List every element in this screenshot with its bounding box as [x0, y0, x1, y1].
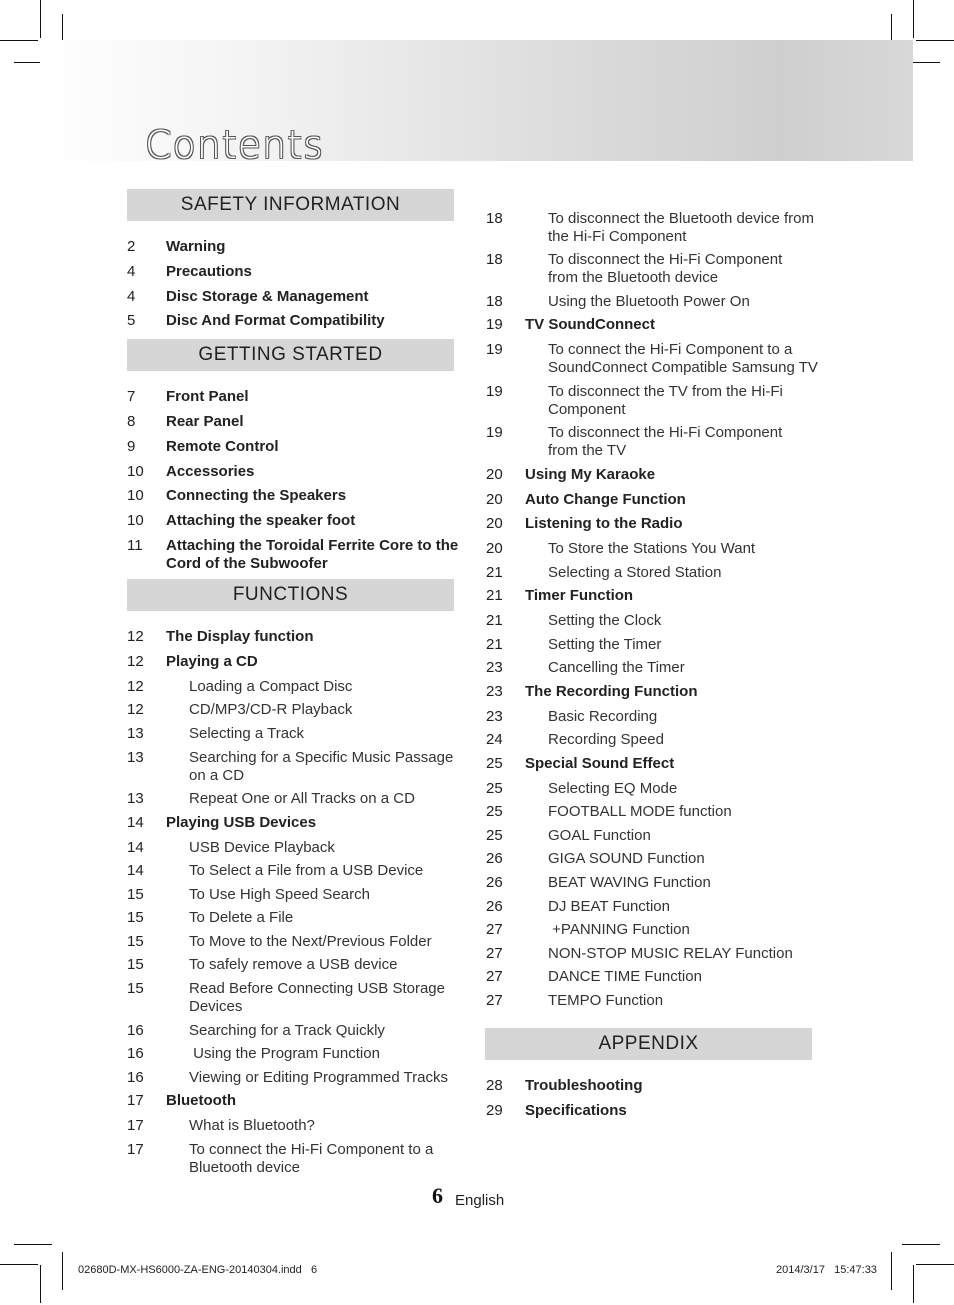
toc-page-number: 21	[486, 564, 503, 581]
toc-page-number: 27	[486, 921, 503, 938]
toc-page-number: 15	[127, 980, 144, 997]
toc-entry-title: Basic Recording	[548, 708, 658, 725]
toc-entry[interactable]	[486, 316, 826, 336]
toc-entry[interactable]	[127, 1117, 467, 1137]
toc-entry-title: Searching for a Track Quickly	[189, 1022, 385, 1039]
toc-entry-title: BEAT WAVING Function	[548, 874, 711, 891]
toc-entry-title: To disconnect the Bluetooth device from	[548, 210, 814, 227]
toc-entry-title: Troubleshooting	[525, 1077, 643, 1094]
toc-entry[interactable]	[127, 678, 467, 698]
toc-entry[interactable]	[127, 463, 467, 483]
toc-entry[interactable]	[127, 814, 467, 834]
toc-entry[interactable]	[127, 653, 467, 673]
toc-entry[interactable]	[127, 312, 467, 332]
toc-entry-title: Searching for a Specific Music Passage	[189, 749, 454, 766]
toc-page-number: 18	[486, 293, 503, 310]
toc-entry[interactable]	[127, 512, 467, 532]
toc-entry[interactable]	[486, 850, 826, 870]
toc-page-number: 19	[486, 341, 503, 358]
toc-entry[interactable]	[127, 862, 467, 882]
toc-page-number: 23	[486, 659, 503, 676]
toc-page-number: 26	[486, 874, 503, 891]
toc-page-number: 19	[486, 383, 503, 400]
toc-page-number: 13	[127, 749, 144, 766]
toc-entry-title: To safely remove a USB device	[189, 956, 398, 973]
toc-entry[interactable]	[486, 992, 826, 1012]
toc-entry-title: TV SoundConnect	[525, 316, 655, 333]
page-language: English	[455, 1192, 505, 1209]
toc-entry[interactable]	[486, 491, 826, 511]
toc-entry[interactable]	[486, 731, 826, 751]
toc-page-number: 23	[486, 683, 503, 700]
toc-entry[interactable]	[486, 755, 826, 775]
toc-entry-title: To Use High Speed Search	[189, 886, 370, 903]
print-file-info: 02680D-MX-HS6000-ZA-ENG-20140304.indd 6	[78, 1264, 318, 1276]
toc-entry[interactable]	[127, 1092, 467, 1112]
toc-entry-title: The Display function	[166, 628, 314, 645]
toc-page-number: 19	[486, 424, 503, 441]
toc-page-number: 14	[127, 814, 144, 831]
toc-entry[interactable]	[127, 487, 467, 507]
toc-entry[interactable]	[127, 886, 467, 906]
toc-page-number: 7	[127, 388, 136, 405]
toc-entry-title: FOOTBALL MODE function	[548, 803, 732, 820]
toc-entry-title: Front Panel	[166, 388, 249, 405]
toc-page-number: 25	[486, 755, 503, 772]
toc-entry-title: Special Sound Effect	[525, 755, 675, 772]
toc-entry[interactable]	[486, 945, 826, 965]
crop-mark	[902, 1244, 940, 1245]
toc-entry[interactable]	[127, 933, 467, 953]
toc-entry[interactable]	[486, 341, 826, 379]
toc-entry-title: GOAL Function	[548, 827, 651, 844]
toc-page-number: 16	[127, 1045, 144, 1062]
toc-entry-title: Selecting a Track	[189, 725, 305, 742]
toc-page-number: 26	[486, 850, 503, 867]
toc-entry-title-continued: from the TV	[548, 442, 627, 459]
toc-entry[interactable]	[127, 263, 467, 283]
toc-page-number: 8	[127, 413, 136, 430]
toc-entry[interactable]	[127, 1022, 467, 1042]
toc-entry[interactable]	[127, 956, 467, 976]
toc-page-number: 20	[486, 540, 503, 557]
toc-entry[interactable]	[486, 968, 826, 988]
toc-entry[interactable]	[127, 980, 467, 1018]
crop-mark	[14, 1244, 52, 1245]
toc-entry-title: Connecting the Speakers	[166, 487, 347, 504]
toc-page-number: 21	[486, 587, 503, 604]
toc-entry[interactable]	[127, 1069, 467, 1089]
toc-entry-title: Disc Storage & Management	[166, 288, 369, 305]
toc-page-number: 24	[486, 731, 503, 748]
toc-page-number: 10	[127, 463, 144, 480]
toc-entry[interactable]	[486, 424, 826, 462]
toc-entry-title: Recording Speed	[548, 731, 664, 748]
toc-entry[interactable]	[127, 790, 467, 810]
toc-entry-title: Remote Control	[166, 438, 279, 455]
toc-page-number: 20	[486, 466, 503, 483]
toc-entry[interactable]	[127, 725, 467, 745]
toc-entry-title: To Move to the Next/Previous Folder	[189, 933, 432, 950]
toc-entry[interactable]	[486, 921, 826, 941]
toc-entry-title: To connect the Hi-Fi Component to a	[548, 341, 793, 358]
toc-page-number: 10	[127, 487, 144, 504]
toc-entry-title-continued: Devices	[189, 998, 243, 1015]
toc-page-number: 18	[486, 210, 503, 227]
toc-entry-title: Specifications	[525, 1102, 627, 1119]
toc-page-number: 16	[127, 1069, 144, 1086]
toc-entry[interactable]	[486, 383, 826, 421]
toc-entry-title: To Store the Stations You Want	[548, 540, 756, 557]
toc-entry[interactable]	[127, 628, 467, 648]
toc-entry-title: +PANNING Function	[548, 921, 690, 938]
toc-entry[interactable]	[486, 1102, 826, 1122]
toc-entry-title: TEMPO Function	[548, 992, 664, 1009]
crop-mark	[913, 1265, 914, 1303]
toc-entry-title: To Select a File from a USB Device	[189, 862, 424, 879]
toc-page-number: 14	[127, 839, 144, 856]
toc-entry-title: Read Before Connecting USB Storage	[189, 980, 445, 997]
toc-entry[interactable]	[486, 708, 826, 728]
toc-page-number: 4	[127, 263, 136, 280]
toc-entry[interactable]	[486, 251, 826, 289]
toc-entry-title: Repeat One or All Tracks on a CD	[189, 790, 415, 807]
toc-page-number: 27	[486, 992, 503, 1009]
toc-entry[interactable]	[486, 466, 826, 486]
toc-entry[interactable]	[127, 413, 467, 433]
toc-entry[interactable]	[486, 683, 826, 703]
toc-entry[interactable]	[486, 540, 826, 560]
toc-page-number: 18	[486, 251, 503, 268]
toc-page-number: 19	[486, 316, 503, 333]
toc-entry[interactable]	[486, 210, 826, 248]
toc-entry[interactable]	[486, 564, 826, 584]
toc-entry-title: GIGA SOUND Function	[548, 850, 705, 867]
toc-page-number: 26	[486, 898, 503, 915]
toc-page-number: 14	[127, 862, 144, 879]
toc-entry-title: Playing a CD	[166, 653, 258, 670]
toc-entry[interactable]	[486, 898, 826, 918]
toc-page-number: 17	[127, 1092, 144, 1109]
toc-entry[interactable]	[486, 874, 826, 894]
toc-entry[interactable]	[127, 749, 467, 787]
toc-entry[interactable]	[127, 1045, 467, 1065]
page-number: 6	[432, 1183, 443, 1208]
toc-entry-title: The Recording Function	[525, 683, 698, 700]
toc-entry[interactable]	[486, 587, 826, 607]
toc-entry[interactable]	[486, 827, 826, 847]
toc-entry-title: Loading a Compact Disc	[189, 678, 353, 695]
toc-entry-title-continued: from the Bluetooth device	[548, 269, 719, 286]
toc-entry[interactable]	[127, 839, 467, 859]
toc-page-number: 12	[127, 653, 144, 670]
toc-page-number: 10	[127, 512, 144, 529]
crop-mark	[40, 0, 41, 38]
toc-entry-title: Selecting a Stored Station	[548, 564, 722, 581]
toc-page-number: 25	[486, 780, 503, 797]
toc-page-number: 15	[127, 956, 144, 973]
toc-entry[interactable]	[486, 803, 826, 823]
toc-entry-title: Using My Karaoke	[525, 466, 656, 483]
toc-entry[interactable]	[486, 636, 826, 656]
toc-page-number: 4	[127, 288, 136, 305]
toc-page-number: 21	[486, 636, 503, 653]
toc-entry[interactable]	[127, 1141, 467, 1179]
toc-entry[interactable]	[486, 1077, 826, 1097]
toc-entry[interactable]	[486, 293, 826, 313]
toc-entry[interactable]	[127, 909, 467, 929]
toc-page-number: 27	[486, 968, 503, 985]
toc-entry[interactable]	[127, 537, 467, 575]
toc-entry-title: Using the Program Function	[189, 1045, 380, 1062]
toc-page-number: 23	[486, 708, 503, 725]
crop-mark	[916, 40, 954, 41]
toc-entry-title: Auto Change Function	[525, 491, 686, 508]
toc-entry-title-continued: Cord of the Subwoofer	[166, 555, 328, 572]
toc-page-number: 17	[127, 1141, 144, 1158]
toc-entry-title: To disconnect the Hi-Fi Component	[548, 251, 783, 268]
crop-mark	[913, 0, 914, 38]
toc-entry-title: Cancelling the Timer	[548, 659, 685, 676]
toc-page-number: 15	[127, 909, 144, 926]
crop-mark	[891, 1252, 892, 1290]
section-header-functions: FUNCTIONS	[127, 579, 454, 611]
toc-entry-title: USB Device Playback	[189, 839, 335, 856]
toc-entry[interactable]	[486, 612, 826, 632]
toc-entry-title: Disc And Format Compatibility	[166, 312, 385, 329]
toc-entry-title: Selecting EQ Mode	[548, 780, 678, 797]
toc-entry-title: Playing USB Devices	[166, 814, 317, 831]
toc-page-number: 12	[127, 701, 144, 718]
page-title: Contents	[145, 123, 324, 167]
section-header-getting-started: GETTING STARTED	[127, 339, 454, 371]
toc-entry-title-continued: on a CD	[189, 767, 245, 784]
toc-entry-title: Setting the Clock	[548, 612, 662, 629]
toc-entry-title-continued: SoundConnect Compatible Samsung TV	[548, 359, 818, 376]
toc-entry-title: To disconnect the Hi-Fi Component	[548, 424, 783, 441]
toc-entry-title: What is Bluetooth?	[189, 1117, 315, 1134]
toc-page-number: 11	[127, 537, 143, 554]
crop-mark	[0, 40, 38, 41]
toc-entry[interactable]	[486, 659, 826, 679]
toc-entry-title: Attaching the speaker foot	[166, 512, 356, 529]
crop-mark	[916, 1264, 954, 1265]
section-header-appendix: APPENDIX	[485, 1028, 812, 1060]
toc-page-number: 25	[486, 803, 503, 820]
section-header-safety: SAFETY INFORMATION	[127, 189, 454, 221]
toc-entry[interactable]	[127, 288, 467, 308]
toc-entry-title: Listening to the Radio	[525, 515, 683, 532]
toc-entry[interactable]	[127, 701, 467, 721]
toc-entry-title: CD/MP3/CD-R Playback	[189, 701, 353, 718]
toc-entry-title: To connect the Hi-Fi Component to a	[189, 1141, 434, 1158]
crop-mark	[0, 1264, 38, 1265]
toc-page-number: 9	[127, 438, 136, 455]
toc-page-number: 13	[127, 790, 144, 807]
toc-page-number: 15	[127, 886, 144, 903]
toc-entry-title: Warning	[166, 238, 226, 255]
toc-page-number: 29	[486, 1102, 503, 1119]
toc-entry[interactable]	[127, 388, 467, 408]
toc-entry-title: NON-STOP MUSIC RELAY Function	[548, 945, 793, 962]
toc-entry-title: To Delete a File	[189, 909, 294, 926]
toc-page-number: 20	[486, 515, 503, 532]
toc-entry-title: Attaching the Toroidal Ferrite Core to the	[166, 537, 459, 554]
toc-page-number: 17	[127, 1117, 144, 1134]
toc-page-number: 12	[127, 628, 144, 645]
toc-entry-title: Timer Function	[525, 587, 634, 604]
toc-page-number: 20	[486, 491, 503, 508]
toc-page-number: 12	[127, 678, 144, 695]
toc-entry[interactable]	[486, 515, 826, 535]
crop-mark	[62, 1252, 63, 1290]
toc-page-number: 27	[486, 945, 503, 962]
toc-page-number: 16	[127, 1022, 144, 1039]
toc-entry[interactable]	[127, 438, 467, 458]
toc-entry-title: DANCE TIME Function	[548, 968, 702, 985]
toc-entry-title: Using the Bluetooth Power On	[548, 293, 750, 310]
toc-page-number: 5	[127, 312, 136, 329]
toc-page-number: 2	[127, 238, 136, 255]
toc-page-number: 21	[486, 612, 503, 629]
toc-entry[interactable]	[486, 780, 826, 800]
toc-page-number: 13	[127, 725, 144, 742]
toc-entry-title: To disconnect the TV from the Hi-Fi	[548, 383, 783, 400]
toc-entry-title: DJ BEAT Function	[548, 898, 670, 915]
toc-entry-title: Viewing or Editing Programmed Tracks	[189, 1069, 448, 1086]
toc-entry-title-continued: Bluetooth device	[189, 1159, 300, 1176]
toc-entry-title: Precautions	[166, 263, 252, 280]
print-timestamp: 2014/3/17 15:47:33	[776, 1264, 877, 1276]
toc-page-number: 25	[486, 827, 503, 844]
toc-entry-title: Bluetooth	[166, 1092, 236, 1109]
toc-entry-title-continued: Component	[548, 401, 626, 418]
toc-entry-title: Rear Panel	[166, 413, 244, 430]
toc-page-number: 15	[127, 933, 144, 950]
toc-entry[interactable]	[127, 238, 467, 258]
toc-entry-title: Setting the Timer	[548, 636, 662, 653]
toc-entry-title: Accessories	[166, 463, 255, 480]
toc-page-number: 28	[486, 1077, 503, 1094]
toc-entry-title-continued: the Hi-Fi Component	[548, 228, 687, 245]
crop-mark	[40, 1265, 41, 1303]
